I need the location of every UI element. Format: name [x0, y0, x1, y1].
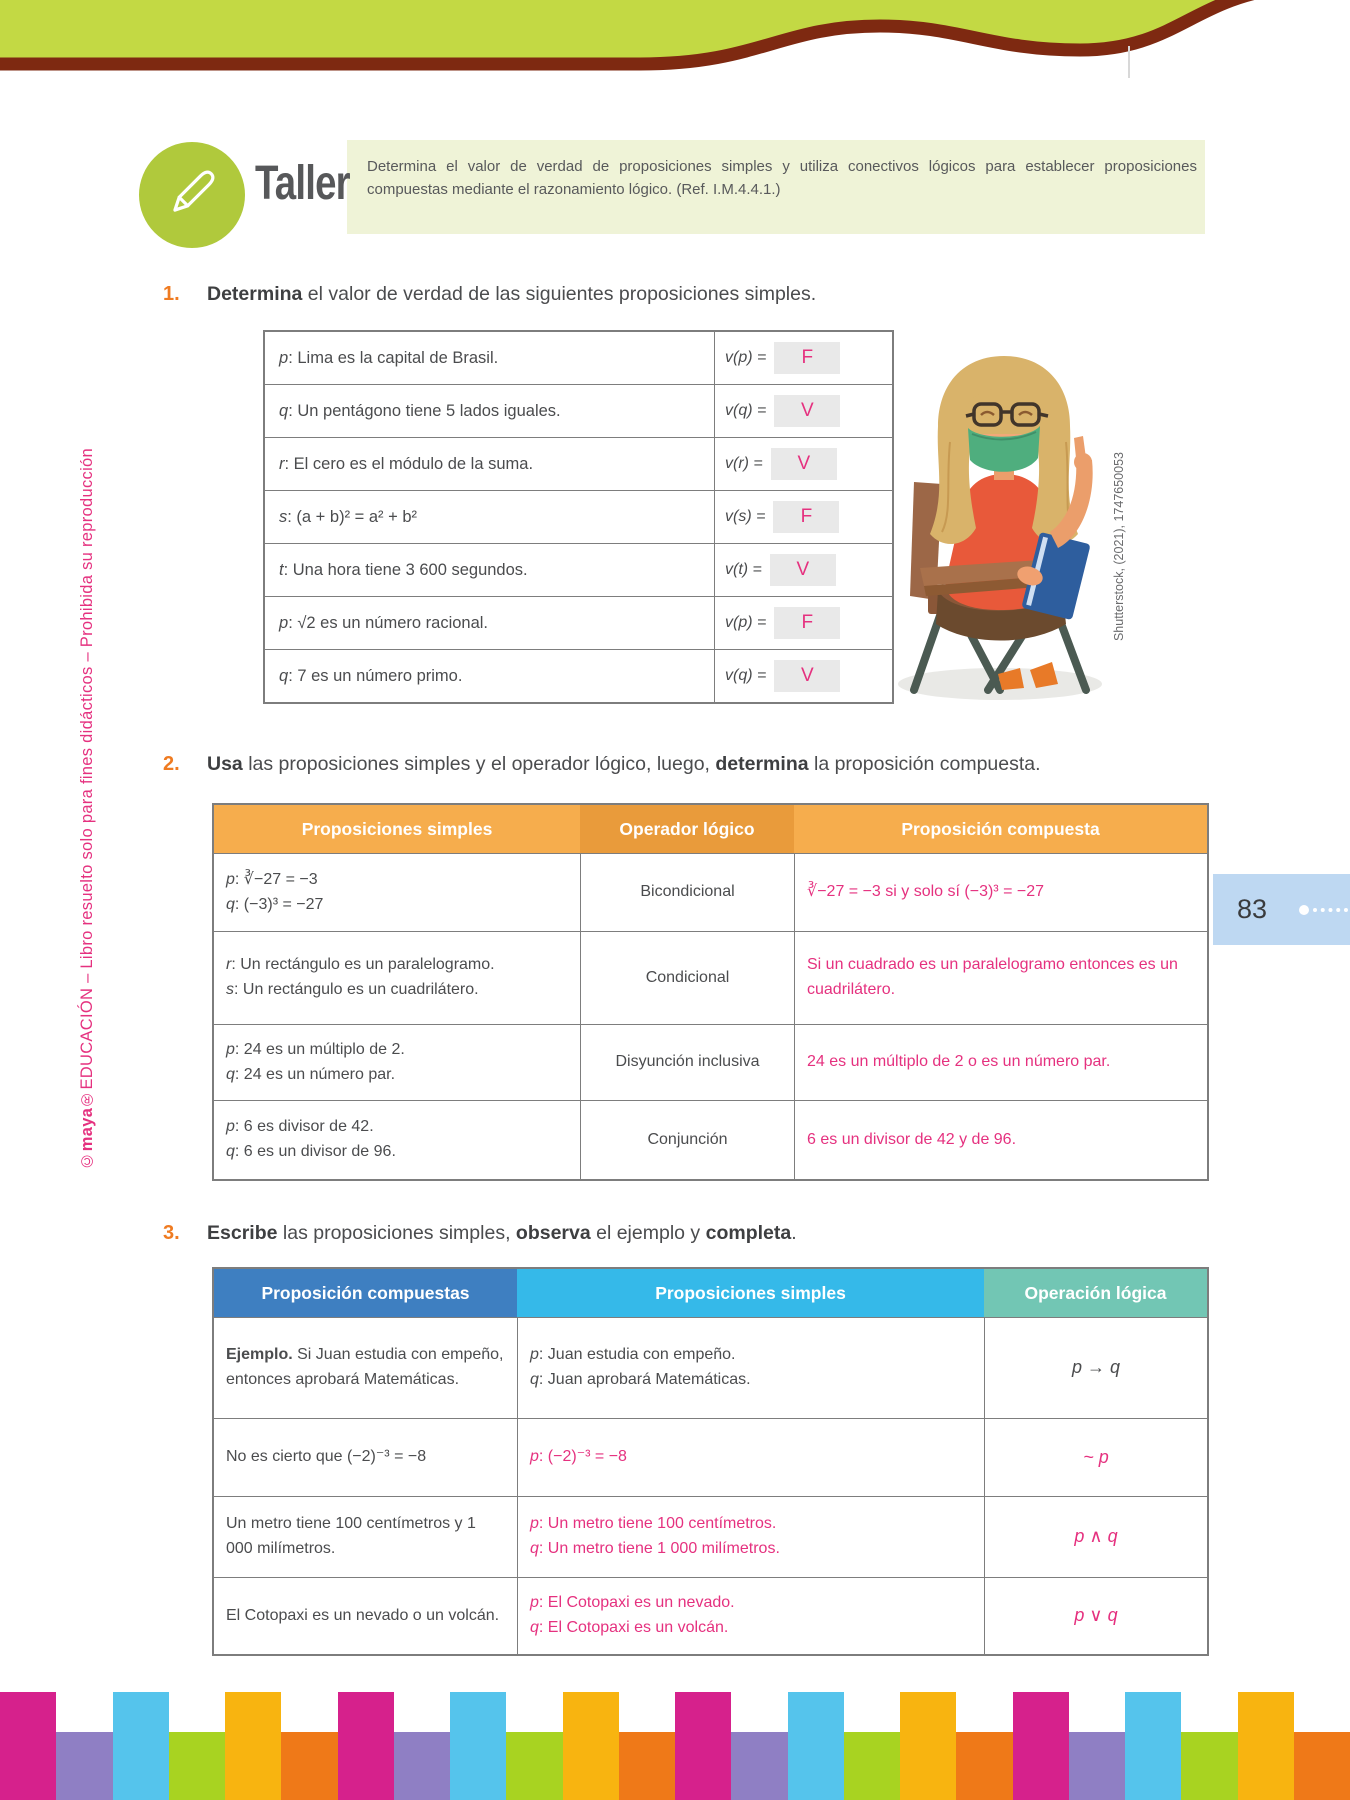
answer-box: V	[770, 554, 836, 586]
table-row	[265, 596, 892, 649]
simple-propositions-cell: p: Un metro tiene 100 centímetros. q: Un metro tiene 1 000 milímetros.	[517, 1497, 984, 1577]
stripe	[338, 1692, 394, 1800]
table-row	[214, 931, 1207, 1024]
stripe	[956, 1732, 1012, 1800]
column-header: Operador lógico	[580, 805, 794, 853]
brand-name: maya	[78, 1107, 96, 1152]
compound-proposition-answer: 24 es un múltiplo de 2 o es un número par.	[794, 1025, 1207, 1100]
stripe	[56, 1732, 112, 1800]
simple-propositions-cell: p: 24 es un múltiplo de 2. q: 24 es un número par.	[226, 1040, 405, 1083]
stripe	[1069, 1732, 1125, 1800]
taller-header	[137, 140, 1205, 234]
table-row	[214, 1100, 1207, 1179]
table-row	[265, 490, 892, 543]
table-header-row	[214, 1269, 1207, 1317]
table-row	[265, 384, 892, 437]
simple-propositions-cell: p: (−2)⁻³ = −8	[517, 1419, 984, 1496]
stripe	[1294, 1732, 1350, 1800]
stripe	[1238, 1692, 1294, 1800]
dotted-line-ornament	[1313, 908, 1348, 912]
section-3-heading	[163, 1222, 797, 1245]
answer-box: V	[771, 448, 837, 480]
simple-propositions-cell: r: Un rectángulo es un paralelogramo. s: Un rectángulo es un cuadrilátero.	[226, 956, 495, 998]
column-header: Proposición compuesta	[794, 805, 1207, 853]
table-row	[214, 1317, 1207, 1418]
stripe	[619, 1732, 675, 1800]
logic-operation-cell: ~ p	[984, 1419, 1207, 1496]
table-header-row	[214, 805, 1207, 853]
stripe	[675, 1692, 731, 1800]
compound-proposition-cell: El Cotopaxi es un nevado o un volcán.	[226, 1606, 500, 1624]
answer-box: V	[774, 660, 840, 692]
dot-ornament	[1299, 905, 1309, 915]
proposition-cell: r : El cero es el módulo de la suma.	[265, 438, 715, 490]
section-2-heading	[163, 753, 1041, 776]
student-illustration	[880, 322, 1130, 707]
truth-value-cell: v(q) = V	[715, 650, 892, 702]
truth-value-cell: v(q) = V	[715, 385, 892, 437]
compound-proposition-answer: 6 es un divisor de 42 y de 96.	[794, 1101, 1207, 1179]
stripe	[1181, 1732, 1237, 1800]
simple-propositions-cell: p: ∛−27 = −3 q: (−3)³ = −27	[226, 870, 324, 913]
proposition-cell: q : Un pentágono tiene 5 lados iguales.	[265, 385, 715, 437]
simple-propositions-cell: p: El Cotopaxi es un nevado. q: El Cotopaxi es un volcán.	[517, 1578, 984, 1654]
section-1-intro: Determina el valor de verdad de las siguientes proposiciones simples.	[207, 283, 817, 305]
operator-cell: Conjunción	[580, 1101, 794, 1179]
copyright-sidebar: ©maya®EDUCACIÓN – Libro resuelto solo para fines didácticos – Prohibida su reproducción	[78, 448, 96, 1170]
proposition-cell: p : Lima es la capital de Brasil.	[265, 332, 715, 384]
column-header: Proposiciones simples	[214, 805, 580, 853]
taller-description: Determina el valor de verdad de proposiciones simples y utiliza conectivos lógicos para establecer proposiciones compuestas mediante el razonamiento lógico. (Ref. I.M.4.4.1.)	[367, 158, 1197, 199]
table-row	[214, 1024, 1207, 1100]
stripe	[281, 1732, 337, 1800]
pencil-icon	[160, 161, 224, 230]
table-row	[214, 1418, 1207, 1496]
proposition-cell: t : Una hora tiene 3 600 segundos.	[265, 544, 715, 596]
logic-operator-table	[212, 803, 1209, 1181]
truth-value-cell: v(p) = F	[715, 332, 892, 384]
table-row	[265, 437, 892, 490]
page-edge-hairline	[1128, 46, 1130, 78]
column-header: Operación lógica	[984, 1269, 1207, 1317]
truth-value-table	[263, 330, 894, 704]
truth-value-cell: v(t) = V	[715, 544, 892, 596]
stripe	[788, 1692, 844, 1800]
taller-title: Taller	[255, 157, 350, 210]
section-2-intro: Usa las proposiciones simples y el operador lógico, luego, determina la proposición compuesta.	[207, 753, 1041, 775]
stripe	[1125, 1692, 1181, 1800]
stripe	[563, 1692, 619, 1800]
answer-box: F	[774, 607, 840, 639]
bottom-stripes	[0, 1692, 1350, 1800]
table-row	[214, 1496, 1207, 1577]
stripe	[113, 1692, 169, 1800]
truth-value-cell: v(r) = V	[715, 438, 892, 490]
operator-cell: Condicional	[580, 932, 794, 1024]
truth-value-cell: v(p) = F	[715, 597, 892, 649]
stripe	[169, 1732, 225, 1800]
stripe	[844, 1732, 900, 1800]
table-row	[265, 332, 892, 384]
operator-cell: Disyunción inclusiva	[580, 1025, 794, 1100]
column-header: Proposición compuestas	[214, 1269, 517, 1317]
stripe	[900, 1692, 956, 1800]
compound-proposition-answer: Si un cuadrado es un paralelogramo entonces es un cuadrilátero.	[794, 932, 1207, 1024]
stripe	[450, 1692, 506, 1800]
logic-operation-cell: p → q	[984, 1318, 1207, 1418]
compound-proposition-cell: No es cierto que (−2)⁻³ = −8	[226, 1448, 427, 1466]
truth-value-cell: v(s) = F	[715, 491, 892, 543]
simple-propositions-cell: p: 6 es divisor de 42. q: 6 es un divisor de 96.	[226, 1118, 396, 1160]
top-band-decoration	[0, 0, 1350, 95]
table-row	[265, 543, 892, 596]
stripe	[731, 1732, 787, 1800]
answer-box: V	[774, 395, 840, 427]
stripe	[0, 1692, 56, 1800]
table-row	[214, 1577, 1207, 1654]
table-row	[265, 649, 892, 702]
stripe	[225, 1692, 281, 1800]
illustration-credit: Shutterstock, (2021), 1747650053	[1112, 452, 1126, 642]
taller-badge	[139, 142, 245, 248]
section-3-number: 3.	[163, 1222, 180, 1244]
stripe	[394, 1732, 450, 1800]
proposition-cell: p : √2 es un número racional.	[265, 597, 715, 649]
section-1-number: 1.	[163, 283, 180, 305]
answer-box: F	[774, 342, 840, 374]
page-number: 83	[1237, 894, 1268, 924]
compound-proposition-cell: Un metro tiene 100 centímetros y 1 000 milímetros.	[226, 1515, 476, 1557]
section-3-intro: Escribe las proposiciones simples, observa el ejemplo y completa.	[207, 1222, 797, 1244]
logic-operation-cell: p ∨ q	[984, 1578, 1207, 1654]
section-2-number: 2.	[163, 753, 180, 775]
proposition-cell: q : 7 es un número primo.	[265, 650, 715, 702]
logic-operation-cell: p ∧ q	[984, 1497, 1207, 1577]
stripe	[506, 1732, 562, 1800]
operator-cell: Bicondicional	[580, 854, 794, 931]
compound-proposition-answer: ∛−27 = −3 si y solo sí (−3)³ = −27	[794, 854, 1207, 931]
simple-propositions-cell: p: Juan estudia con empeño. q: Juan aprobará Matemáticas.	[517, 1318, 984, 1418]
compound-proposition-cell: Ejemplo. Si Juan estudia con empeño, entonces aprobará Matemáticas.	[226, 1346, 504, 1388]
proposition-cell: s : (a + b)² = a² + b²	[265, 491, 715, 543]
table-row	[214, 853, 1207, 931]
column-header: Proposiciones simples	[517, 1269, 984, 1317]
stripe	[1013, 1692, 1069, 1800]
answer-box: F	[773, 501, 839, 533]
page-number-tab	[1213, 874, 1350, 945]
section-1-heading	[163, 283, 816, 306]
logic-operation-table	[212, 1267, 1209, 1656]
